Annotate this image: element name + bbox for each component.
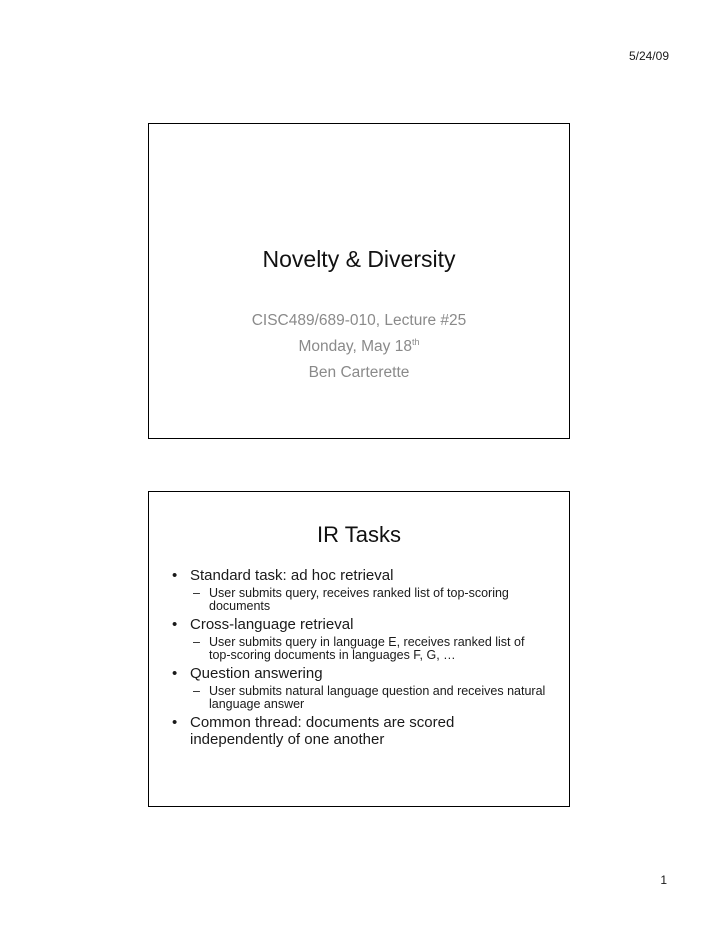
bullet-item (169, 567, 549, 613)
sub-bullet-list (190, 587, 549, 613)
bullet-item (169, 665, 549, 711)
sub-bullet-list (190, 685, 549, 711)
bullet-text: Cross-language retrieval (190, 616, 354, 633)
author-line: Ben Carterette (308, 364, 410, 381)
course-line: CISC489/689-010, Lecture #25 (251, 312, 467, 329)
bullet-item (169, 714, 549, 748)
content-slide (148, 491, 570, 807)
bullet-text: Question answering (190, 665, 323, 682)
date-text: Monday, May 18 (298, 338, 412, 355)
slide-title: Novelty & Diversity (262, 246, 456, 272)
sub-bullet-item: – User submits natural language question and receives natural language answer (190, 685, 549, 711)
bullet-list (169, 567, 549, 748)
title-slide (148, 123, 570, 439)
date-superscript: th (411, 336, 420, 347)
bullet-text: Common thread: documents are scored independently of one another (190, 714, 455, 748)
bullet-item (169, 616, 549, 662)
sub-bullet-item: – User submits query in language E, receives ranked list of top-scoring documents in languages F, G, … (190, 636, 549, 662)
slide-title: IR Tasks (317, 522, 401, 547)
page-date: 5/24/09 (628, 49, 669, 63)
sub-bullet-list (190, 636, 549, 662)
sub-bullet-item: – User submits query, receives ranked list of top-scoring documents (190, 587, 549, 613)
bullet-text: Standard task: ad hoc retrieval (190, 567, 394, 584)
date-line (149, 334, 569, 360)
page-number: 1 (660, 873, 667, 887)
slide-subtitle (149, 308, 569, 386)
